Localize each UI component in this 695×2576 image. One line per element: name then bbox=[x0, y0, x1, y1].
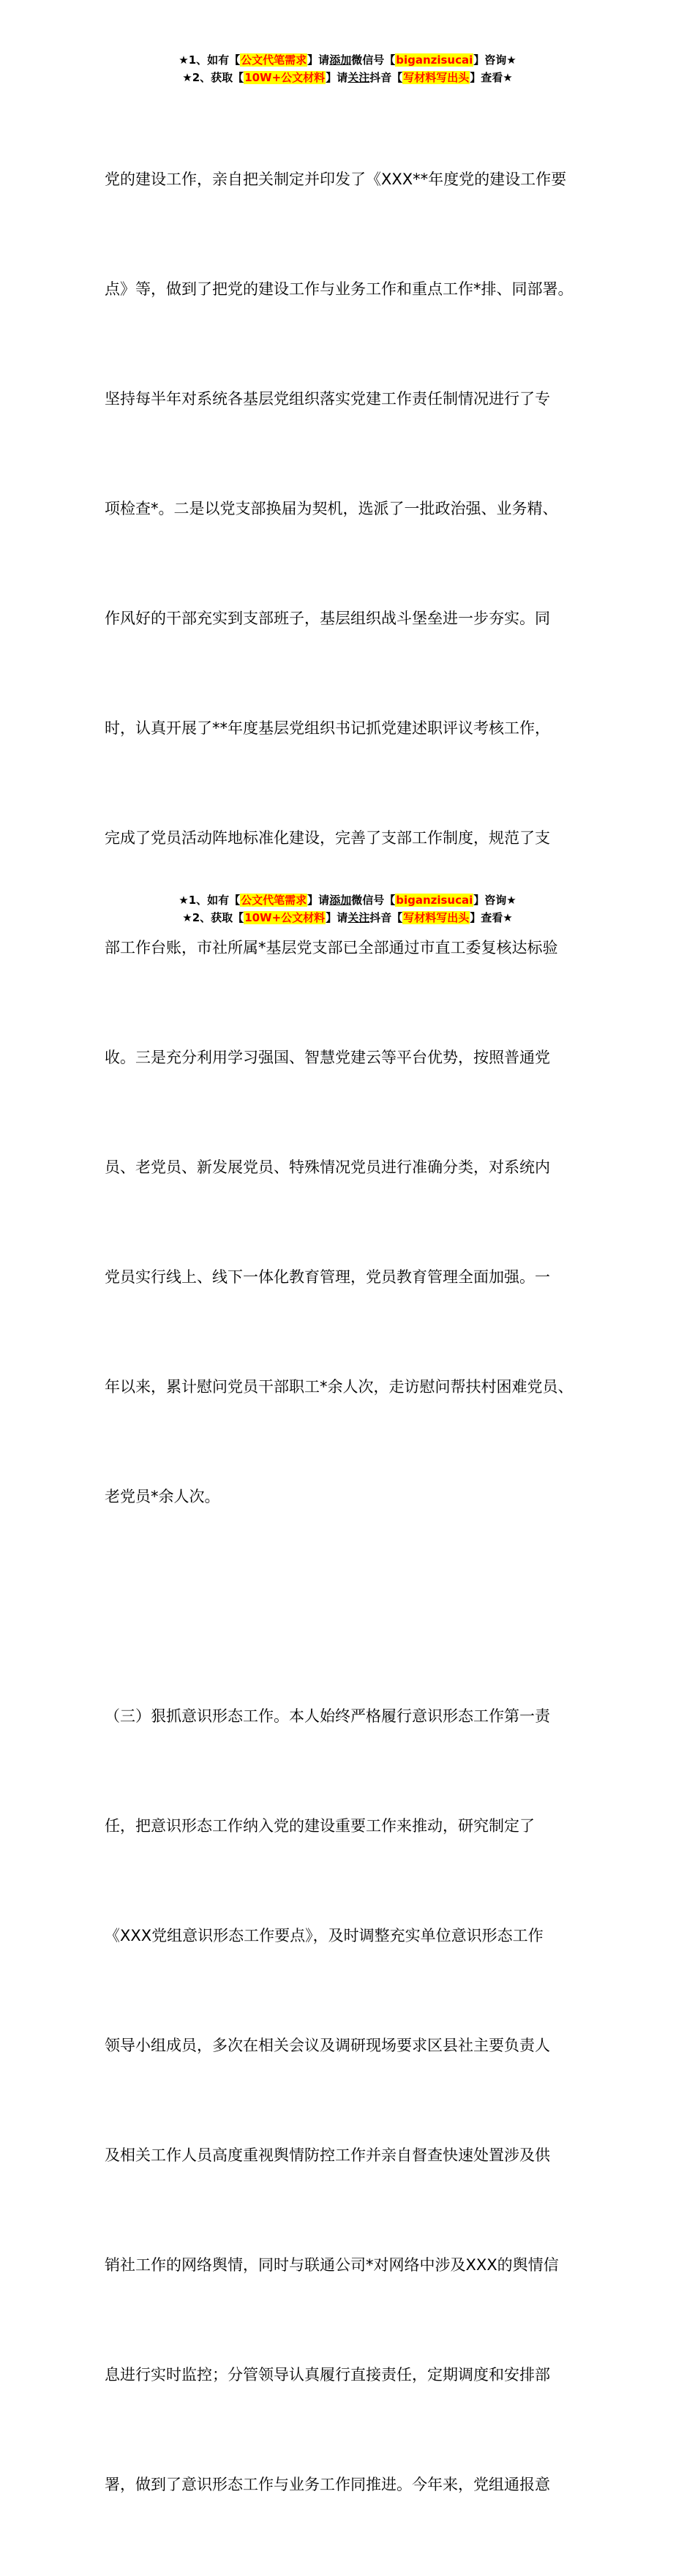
paragraph-2-line: 及相关工作人员高度重视舆情防控工作并亲自督查快速处置涉及供 bbox=[105, 2146, 550, 2164]
paragraph-1-line: 完成了党员活动阵地标准化建设，完善了支部工作制度，规范了支 bbox=[105, 829, 550, 847]
paragraph-1-line: 坚持每半年对系统各基层党组织落实党建工作责任制情况进行了专 bbox=[105, 390, 550, 408]
paragraph-1-line: 部工作台账，市社所属*基层党支部已全部通过市直工委复核达标验 bbox=[105, 939, 558, 956]
paragraph-2-line: （三）狠抓意识形态工作。本人始终严格履行意识形态工作第一责 bbox=[105, 1707, 550, 1725]
paragraph-2 bbox=[105, 1625, 609, 2576]
paragraph-1-line: 老党员*余人次。 bbox=[105, 1488, 220, 1505]
header-line-1-text-a: ★1、如有【 bbox=[179, 53, 241, 67]
paragraph-2-line: 任，把意识形态工作纳入党的建设重要工作来推动，研究制定了 bbox=[105, 1817, 535, 1835]
footer-banner bbox=[0, 891, 695, 926]
footer-highlight-writing-service: 公文代笔需求 bbox=[241, 894, 307, 907]
header-highlight-douyin: 写材料写出头 bbox=[403, 71, 470, 84]
document-body bbox=[105, 88, 609, 2576]
footer-line-2-text-a: ★2、获取【 bbox=[182, 911, 244, 924]
footer-line-1-text-e: 微信号【 bbox=[351, 894, 396, 907]
footer-highlight-douyin: 写材料写出头 bbox=[403, 911, 470, 924]
footer-line-2-text-c: 】请 bbox=[326, 911, 348, 924]
paragraph-2-line: 销社工作的网络舆情，同时与联通公司*对网络中涉及XXX的舆情信 bbox=[105, 2256, 559, 2274]
paragraph-2-line: 息进行实时监控；分管领导认真履行直接责任，定期调度和安排部 bbox=[105, 2366, 550, 2384]
paragraph-2-line: 《XXX党组意识形态工作要点》，及时调整充实单位意识形态工作 bbox=[105, 1927, 544, 1944]
footer-line-1-text-d: 添加 bbox=[329, 894, 352, 907]
footer-line-2 bbox=[0, 909, 695, 926]
header-line-1-text-e: 微信号【 bbox=[351, 53, 396, 67]
paragraph-1-line: 员、老党员、新发展党员、特殊情况党员进行准确分类，对系统内 bbox=[105, 1158, 550, 1176]
paragraph-1-line: 党的建设工作，亲自把关制定并印发了《XXX**年度党的建设工作要 bbox=[105, 171, 567, 188]
header-line-2-text-d: 关注 bbox=[348, 71, 370, 84]
header-line-2-text-c: 】请 bbox=[326, 71, 348, 84]
paragraph-1-line: 项检查*。二是以党支部换届为契机，选派了一批政治强、业务精、 bbox=[105, 500, 558, 517]
header-line-1 bbox=[0, 51, 695, 69]
paragraph-2-line: 署，做到了意识形态工作与业务工作同推进。今年来，党组通报意 bbox=[105, 2476, 550, 2493]
paragraph-gap bbox=[105, 1588, 609, 1625]
header-highlight-writing-service: 公文代笔需求 bbox=[241, 53, 307, 67]
header-highlight-wechat-id: biganzisucai bbox=[396, 53, 473, 67]
header-line-2 bbox=[0, 69, 695, 86]
paragraph-1-line: 年以来，累计慰问党员干部职工*余人次，走访慰问帮扶村困难党员、 bbox=[105, 1378, 574, 1396]
header-line-1-text-c: 】请 bbox=[307, 53, 330, 67]
footer-line-2-text-g: 】查看★ bbox=[470, 911, 513, 924]
header-highlight-materials: 10W+公文材料 bbox=[244, 71, 326, 84]
footer-highlight-materials: 10W+公文材料 bbox=[244, 911, 326, 924]
footer-line-1-text-g: 】咨询★ bbox=[473, 894, 516, 907]
paragraph-1-line: 作风好的干部充实到支部班子，基层组织战斗堡垒进一步夯实。同 bbox=[105, 610, 550, 627]
paragraph-2-line: 领导小组成员，多次在相关会议及调研现场要求区县社主要负责人 bbox=[105, 2037, 550, 2054]
footer-line-1 bbox=[0, 891, 695, 909]
paragraph-1 bbox=[105, 88, 609, 1588]
header-banner bbox=[0, 51, 695, 86]
header-line-2-text-e: 抖音【 bbox=[369, 71, 403, 84]
footer-line-1-text-a: ★1、如有【 bbox=[179, 894, 241, 907]
paragraph-1-line: 收。三是充分利用学习强国、智慧党建云等平台优势，按照普通党 bbox=[105, 1049, 550, 1066]
header-line-2-text-a: ★2、获取【 bbox=[182, 71, 244, 84]
header-line-1-text-g: 】咨询★ bbox=[473, 53, 516, 67]
footer-highlight-wechat-id: biganzisucai bbox=[396, 894, 473, 907]
paragraph-1-line: 时，认真开展了**年度基层党组织书记抓党建述职评议考核工作， bbox=[105, 719, 550, 737]
footer-line-2-text-d: 关注 bbox=[348, 911, 370, 924]
header-line-2-text-g: 】查看★ bbox=[470, 71, 513, 84]
paragraph-1-line: 党员实行线上、线下一体化教育管理，党员教育管理全面加强。一 bbox=[105, 1268, 550, 1286]
footer-line-1-text-c: 】请 bbox=[307, 894, 330, 907]
footer-line-2-text-e: 抖音【 bbox=[369, 911, 403, 924]
paragraph-1-line: 点》等，做到了把党的建设工作与业务工作和重点工作*排、同部署。 bbox=[105, 280, 574, 298]
header-line-1-text-d: 添加 bbox=[329, 53, 352, 67]
